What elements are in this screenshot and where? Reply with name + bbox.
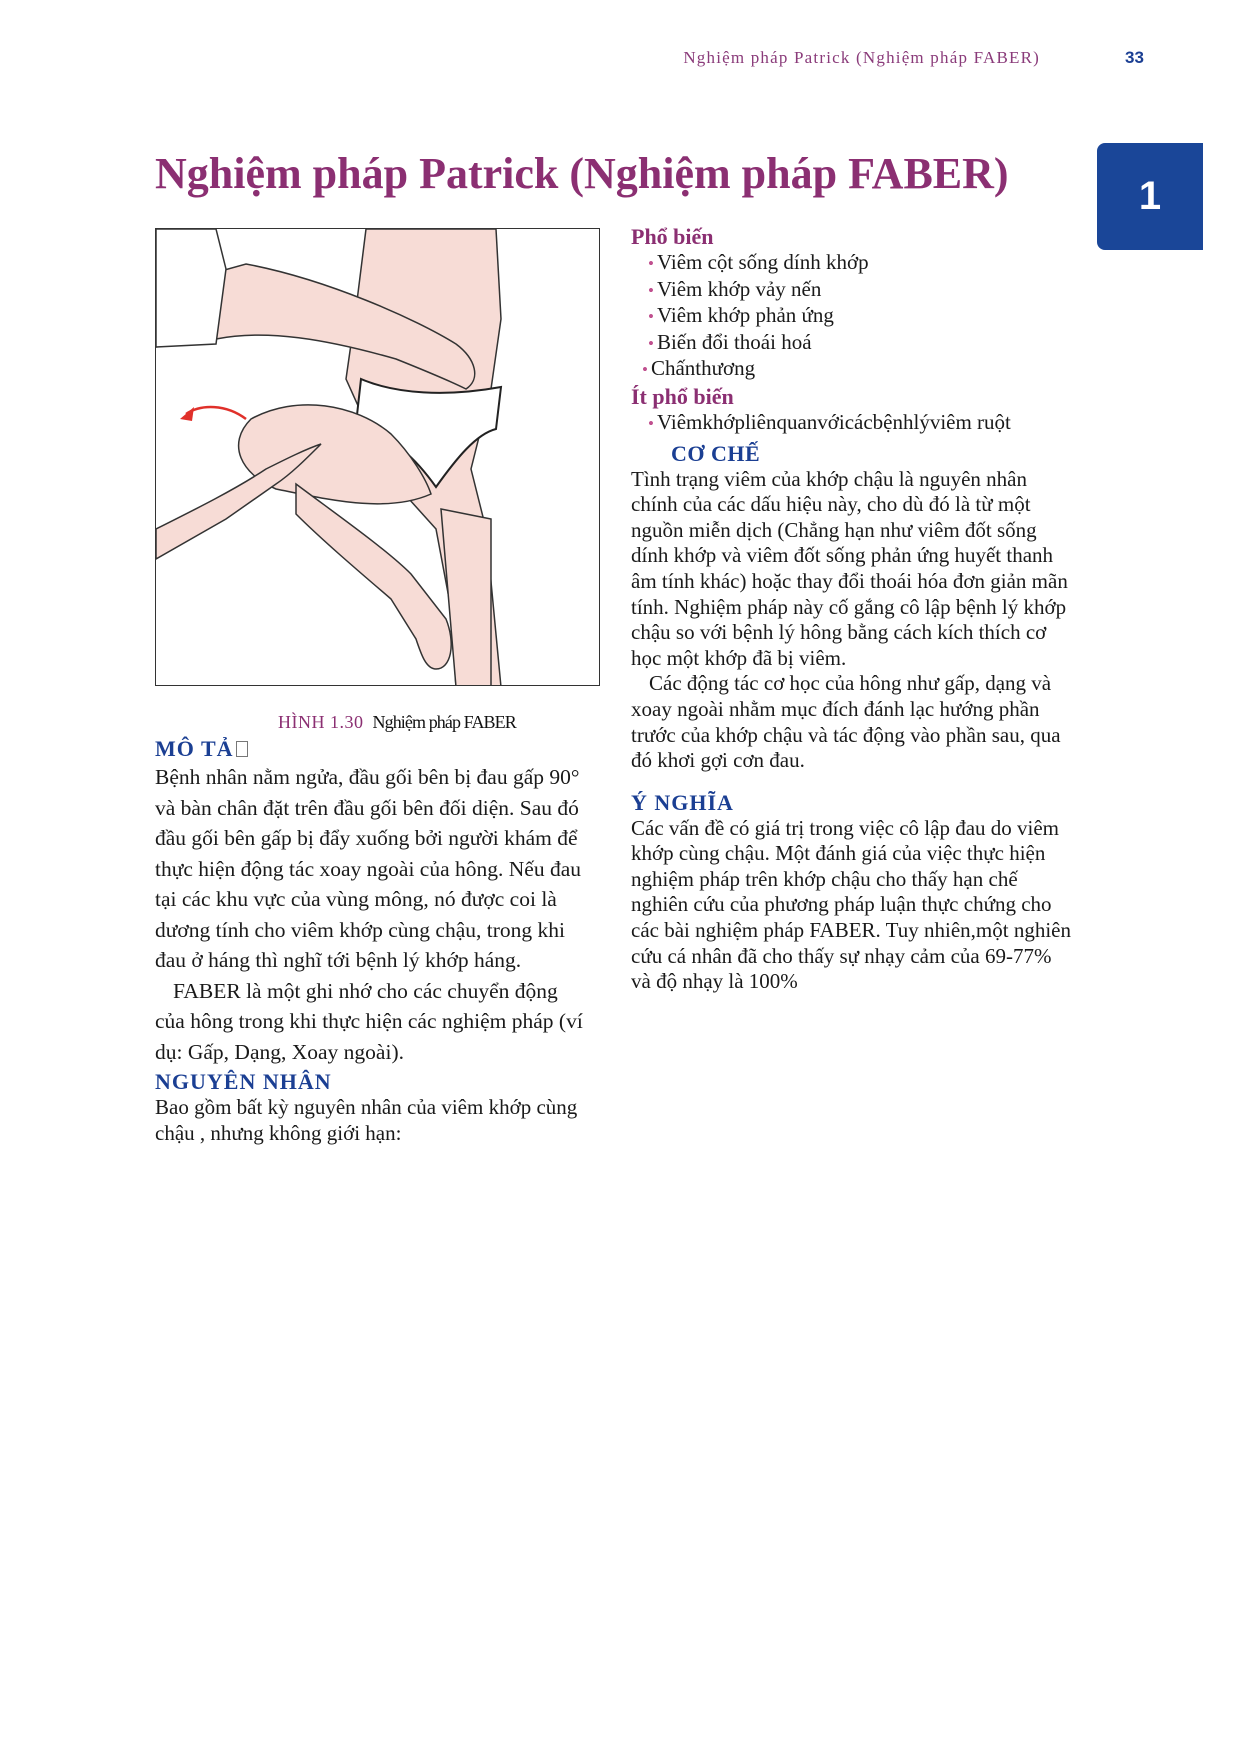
section-heading-significance: Ý NGHĨA [631,789,734,815]
significance-paragraph: Các vấn đề có giá trị trong việc cô lập đau do viêm khớp cùng chậu. Một đánh giá của việc thực hiện nghiệm pháp trên khớp chậu cho thấy hạn chế nghiên cứu của phương pháp luận thực chứng cho các bài nghiệm pháp FABER. Tuy nhiên,một nghiên cứu cá nhân đã cho thấy sự nhạy cảm của 69-77% và độ nhạy là 100% [631,815,1071,994]
mechanism-paragraph-1: Tình trạng viêm của khớp chậu là nguyên nhân chính của các dấu hiệu này, cho dù đó là từ một nguồn miễn dịch (Chẳng hạn như viêm đốt sống dính khớp và viêm đốt sống phản ứng huyết thanh âm tính khác) hoặc thay đổi thoái hóa đơn giản mãn tính. Nghiệm pháp này cố gắng cô lập bệnh lý khớp chậu so với bệnh lý hông bằng cách kích thích cơ học một khớp đã bị viêm. [631,466,1068,670]
page-number: 33 [1125,48,1144,67]
left-column [155,736,587,1146]
list-item: • Viêm cột sống dính khớp [648,250,869,274]
list-item: • Viêm khớp vảy nến [648,276,822,301]
causes-paragraph: Bao gồm bất kỳ nguyên nhân của viêm khớp cùng chậu , nhưng không giới hạn: [155,1095,578,1145]
section-heading-description: MÔ TẢ [155,736,587,762]
rotation-arrow [186,407,246,419]
figure-caption [278,712,516,733]
list-item: • Biến đổi thoái hoá [648,329,812,354]
figure-number: HÌNH 1.30 [278,712,364,732]
description-paragraph-1: Bệnh nhân nằm ngửa, đầu gối bên bị đau gấp 90° và bàn chân đặt trên đầu gối bên đối diện. Sau đó đầu gối bên gấp bị đẩy xuống bởi người khám để thực hiện động tác xoay ngoài của hông. Nếu đau tại các khu vực của vùng mông, nó được coi là dương tính cho viêm khớp cùng chậu, trong khi đau ở háng thì nghĩ tới bệnh lý khớp háng. [155,765,582,972]
mechanism-paragraph-2: Các động tác cơ học của hông như gấp, dạng và xoay ngoài nhằm mục đích đánh lạc hướng phần trước của khớp chậu và tác động vào phần sau, qua đó khơi gợi cơn đau. [631,671,1061,773]
section-heading-mechanism: CƠ CHẾ [671,440,761,466]
running-header-title: Nghiệm pháp Patrick (Nghiệm pháp FABER) [683,48,1040,67]
list-item: • Chấnthương [642,356,756,381]
common-list [631,250,1071,383]
examiner-sleeve [156,229,226,347]
page-title: Nghiệm pháp Patrick (Nghiệm pháp FABER) [155,149,1009,198]
right-column [631,223,1071,995]
section-heading-causes: NGUYÊN NHÂN [155,1069,332,1094]
less-common-heading: Ít phổ biến [631,383,734,409]
common-heading: Phổ biến [631,224,714,249]
faber-illustration [155,228,600,686]
description-paragraph-2: FABER là một ghi nhớ cho các chuyển động của hông trong khi thực hiện các nghiệm pháp (ví dụ: Gấp, Dạng, Xoay ngoài). [155,978,583,1064]
figure-caption-text: Nghiệm pháp FABER [372,712,516,732]
chapter-tab: 1 [1097,143,1203,250]
less-common-list [631,410,1071,437]
missing-glyph-box [236,741,248,757]
list-item: • Viêm khớp phản ứng [648,303,834,328]
list-item: • Viêmkhớpliênquanvớicácbệnhlýviêm ruột [648,409,1011,434]
